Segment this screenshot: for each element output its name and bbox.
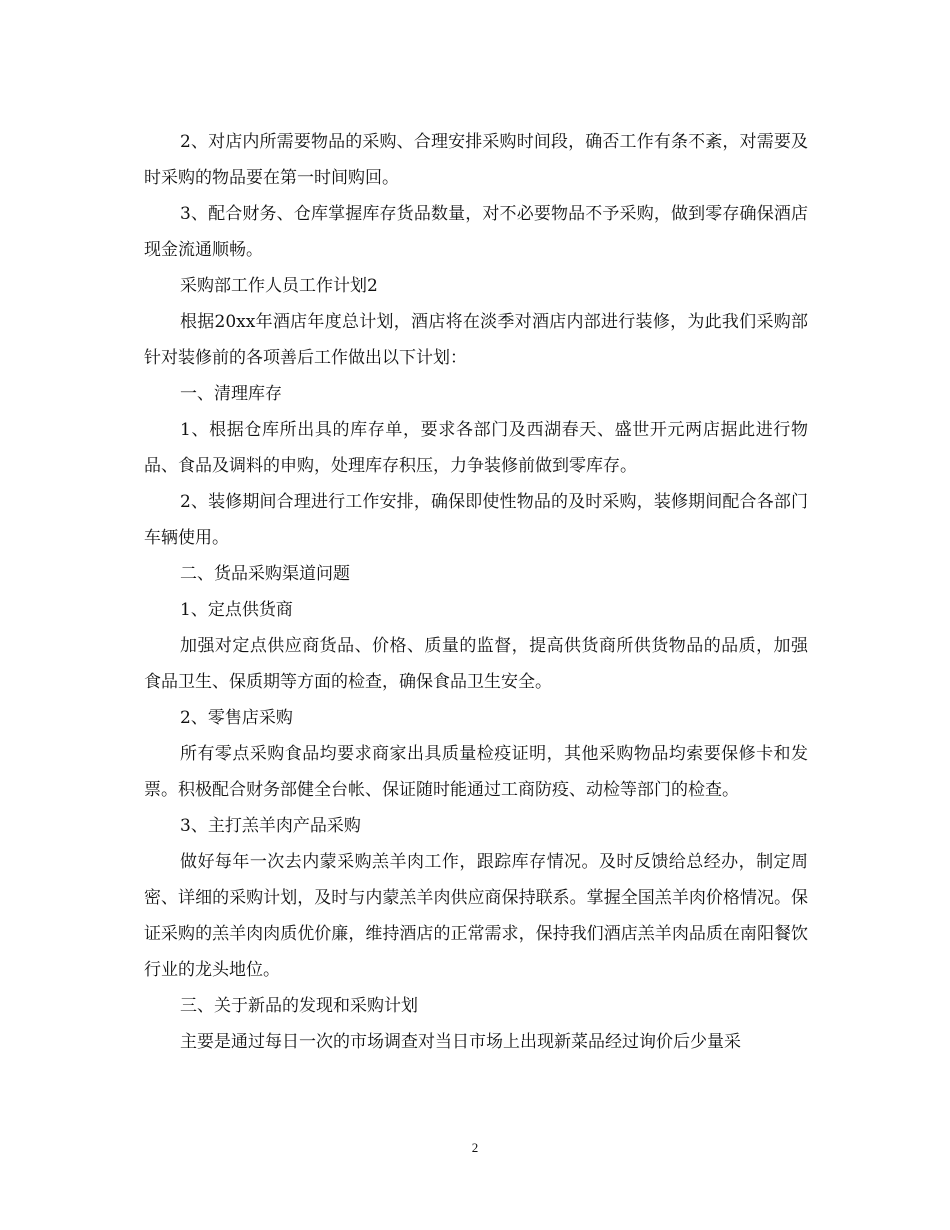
subheading-lamb-purchase: 3、主打羔羊肉产品采购	[180, 816, 361, 836]
heading-procurement-channels: 二、货品采购渠道问题	[180, 564, 350, 584]
paragraph-3: 根据20xx年酒店年度总计划，酒店将在淡季对酒店内部进行装修，为此我们采购部针对装修前的各项善后工作做出以下计划：	[144, 312, 808, 368]
paragraph-1: 2、对店内所需要物品的采购、合理安排采购时间段，确否工作有条不紊，对需要及时采购的物品要在第一时间购回。	[144, 132, 808, 188]
section-title-plan-2: 采购部工作人员工作计划2	[180, 276, 378, 296]
paragraph-8: 做好每年一次去内蒙采购羔羊肉工作，跟踪库存情况。及时反馈给总经办，制定周密、详细的采购计划，及时与内蒙羔羊肉供应商保持联系。掌握全国羔羊肉价格情况。保证采购的羔羊肉肉质优价廉，维持酒店的正常需求，保持我们酒店羔羊肉品质在南阳餐饮行业的龙头地位。	[144, 852, 808, 980]
subheading-designated-supplier: 1、定点供货商	[180, 600, 293, 620]
paragraph-5: 2、装修期间合理进行工作安排，确保即使性物品的及时采购，装修期间配合各部门车辆使用。	[144, 492, 808, 548]
paragraph-2: 3、配合财务、仓库掌握库存货品数量，对不必要物品不予采购，做到零存确保酒店现金流通顺畅。	[144, 204, 808, 260]
document-body	[144, 124, 808, 1060]
paragraph-4: 1、根据仓库所出具的库存单，要求各部门及西湖春天、盛世开元两店据此进行物品、食品及调料的申购，处理库存积压，力争装修前做到零库存。	[144, 420, 808, 476]
heading-new-products: 三、关于新品的发现和采购计划	[180, 996, 418, 1016]
paragraph-9: 主要是通过每日一次的市场调查对当日市场上出现新菜品经过询价后少量采	[180, 1032, 741, 1052]
paragraph-6: 加强对定点供应商货品、价格、质量的监督，提高供货商所供货物品的品质，加强食品卫生、保质期等方面的检查，确保食品卫生安全。	[144, 636, 808, 692]
heading-clear-inventory: 一、清理库存	[180, 384, 282, 404]
subheading-retail-purchase: 2、零售店采购	[180, 708, 293, 728]
page-number: 2	[471, 1140, 479, 1155]
paragraph-7: 所有零点采购食品均要求商家出具质量检疫证明，其他采购物品均索要保修卡和发票。积极配合财务部健全台帐、保证随时能通过工商防疫、动检等部门的检查。	[144, 744, 808, 800]
